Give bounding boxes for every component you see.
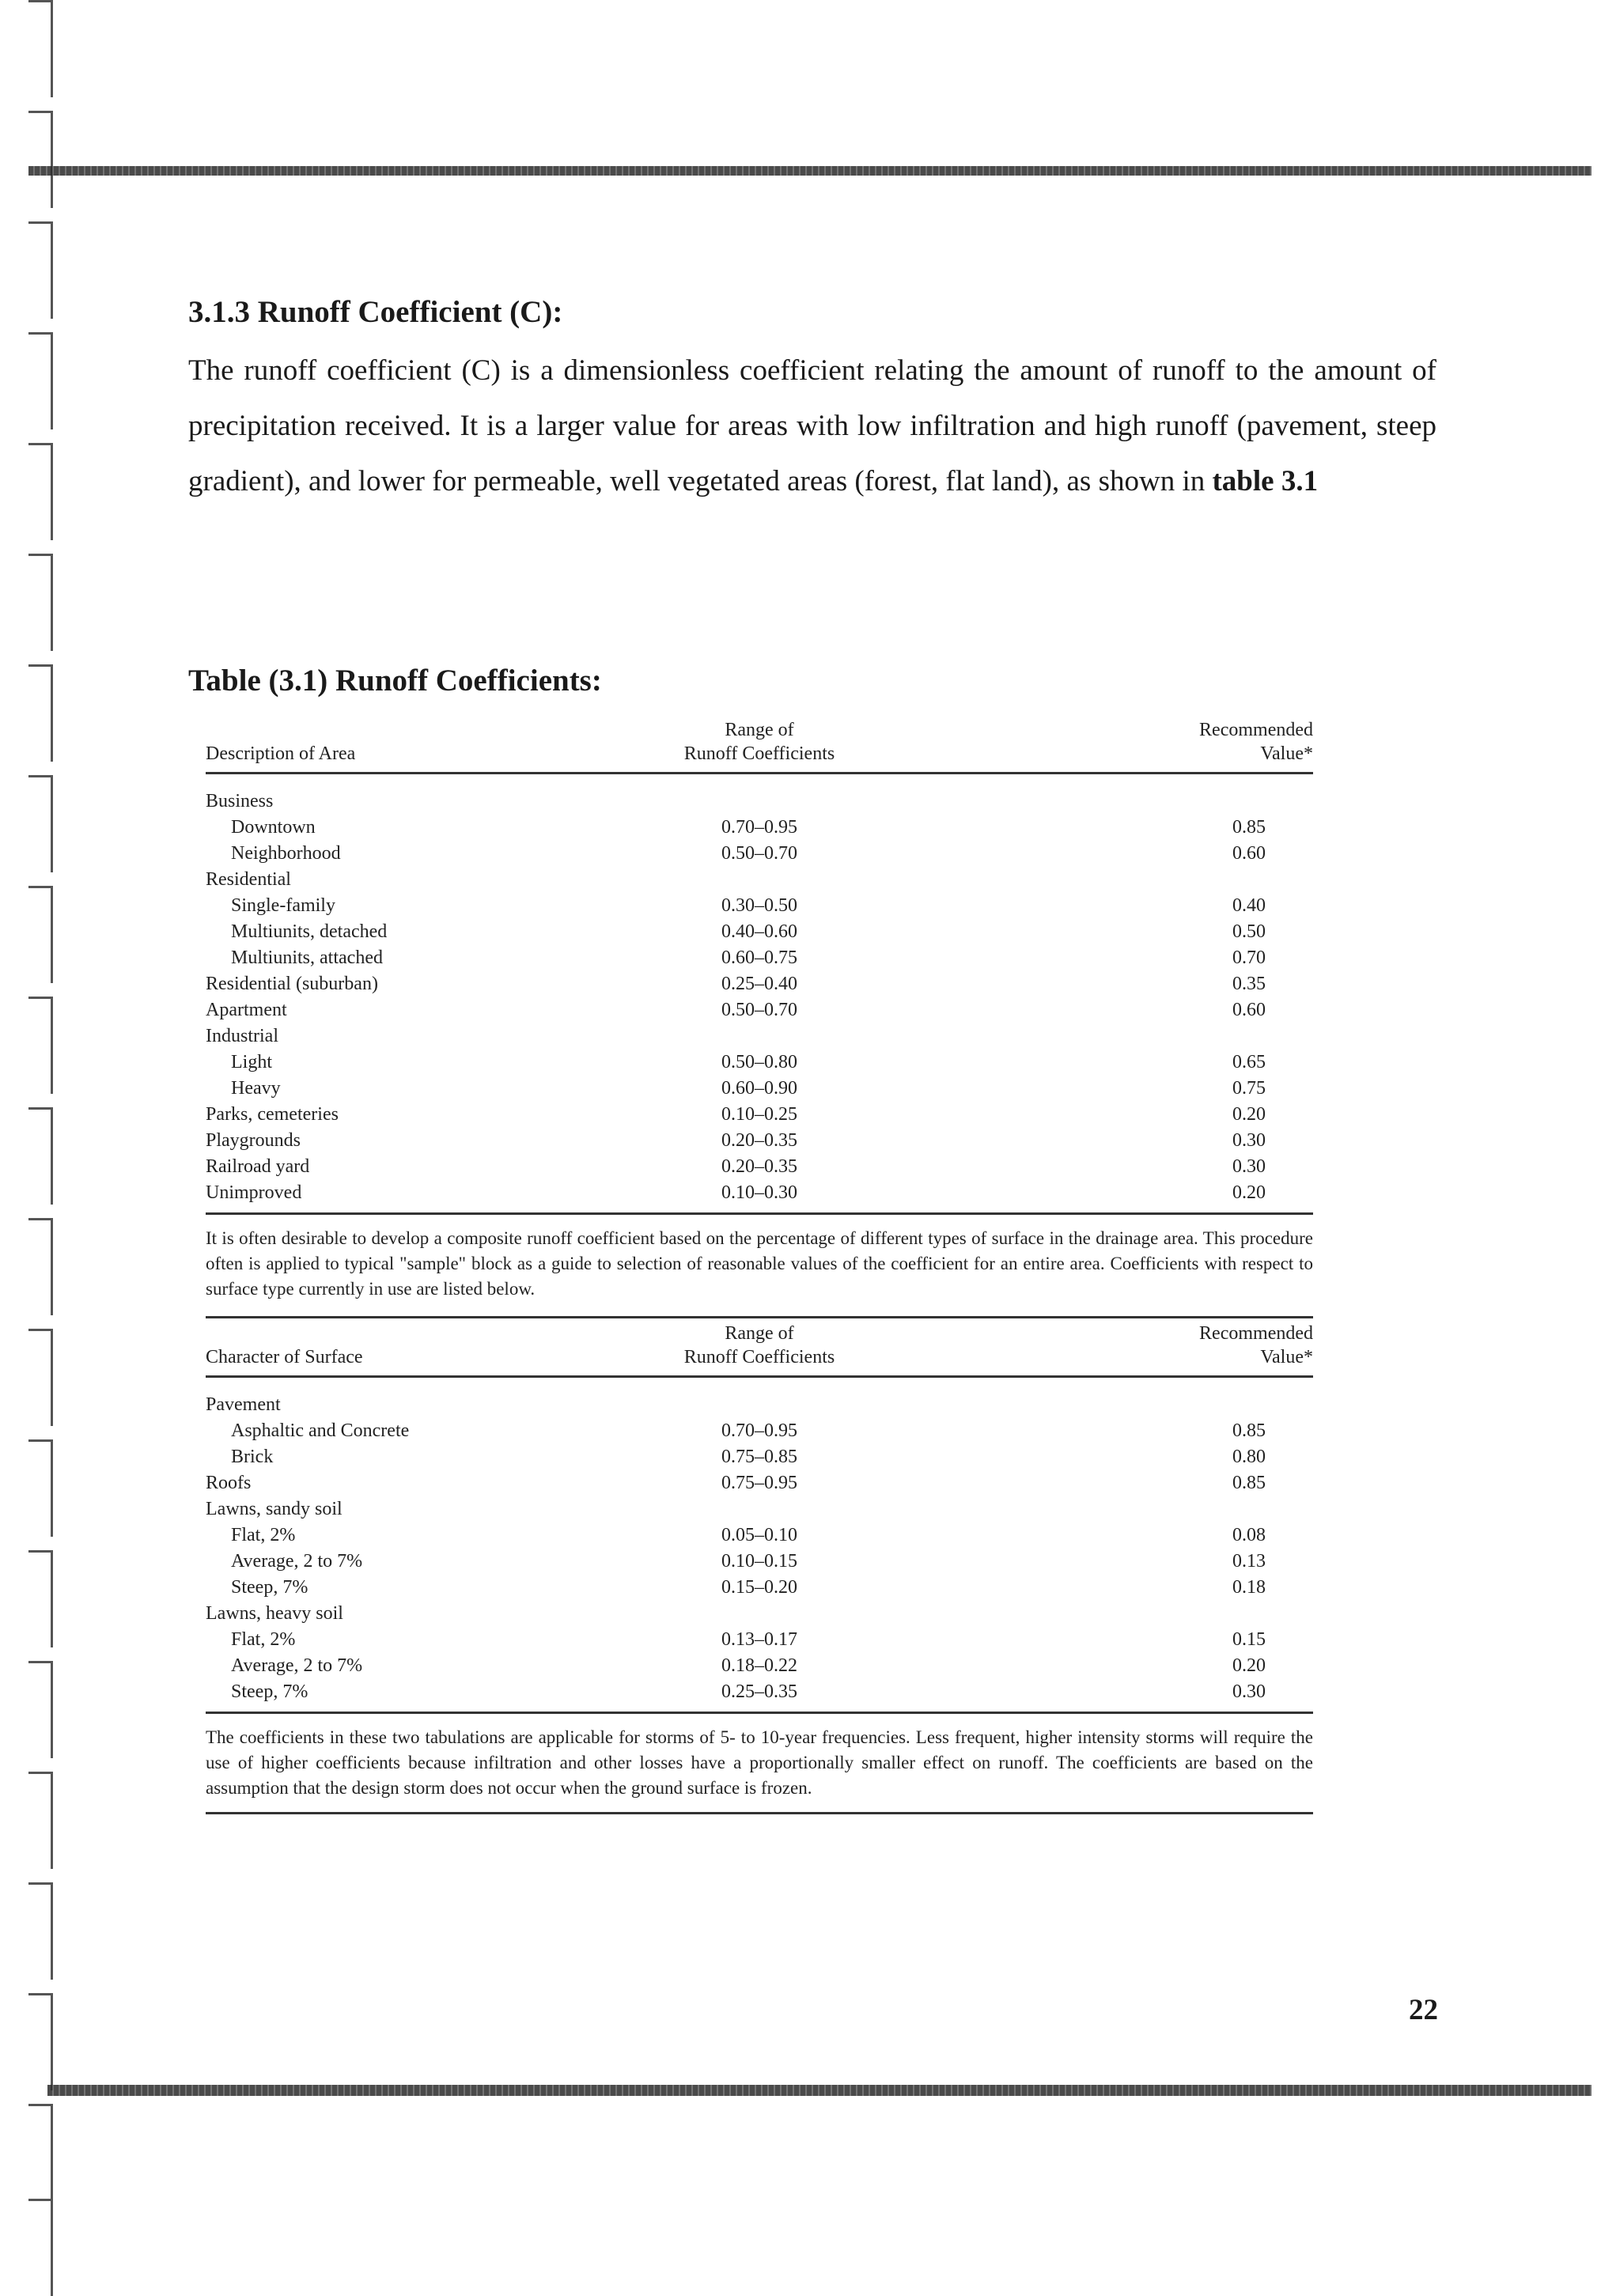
table-row [206, 1601, 1313, 1627]
row-description: Multiunits, detached [231, 921, 388, 942]
header-description: Character of Surface [206, 1347, 363, 1367]
row-recommended-value: 0.65 [1232, 1052, 1266, 1072]
row-description: Average, 2 to 7% [231, 1551, 363, 1572]
row-range: 0.50–0.70 [721, 1000, 797, 1020]
area-table-body [206, 774, 1313, 1215]
row-description: Average, 2 to 7% [231, 1655, 363, 1676]
row-description: Multiunits, attached [231, 948, 383, 968]
table-row [206, 815, 1313, 841]
header-range-line1: Range of [725, 720, 794, 740]
binding-mark [28, 886, 53, 983]
table-row [206, 1050, 1313, 1076]
table-row [206, 1653, 1313, 1679]
row-description: Flat, 2% [231, 1629, 296, 1650]
row-description: Light [231, 1052, 272, 1072]
header-recommended-line2: Value* [1260, 1347, 1313, 1367]
row-range: 0.25–0.40 [721, 974, 797, 994]
row-range: 0.75–0.85 [721, 1447, 797, 1467]
table-row [206, 893, 1313, 919]
header-recommended-line2: Value* [1260, 743, 1313, 764]
binding-mark [28, 2199, 53, 2296]
row-range: 0.60–0.75 [721, 948, 797, 968]
row-description: Flat, 2% [231, 1525, 296, 1545]
row-range: 0.60–0.90 [721, 1078, 797, 1099]
row-description: Unimproved [206, 1182, 302, 1203]
row-range: 0.75–0.95 [721, 1473, 797, 1493]
binding-mark [28, 997, 53, 1094]
header-range-line2: Runoff Coefficients [683, 1347, 835, 1367]
section-heading: 3.1.3 Runoff Coefficient (C): [188, 295, 563, 329]
row-range: 0.40–0.60 [721, 921, 797, 942]
top-rule [28, 166, 1592, 176]
row-range: 0.10–0.15 [721, 1551, 797, 1572]
table-row [206, 997, 1313, 1023]
header-description: Description of Area [206, 743, 356, 764]
row-recommended-value: 0.85 [1232, 1420, 1266, 1441]
row-description: Apartment [206, 1000, 287, 1020]
row-recommended-value: 0.40 [1232, 895, 1266, 916]
area-table-header [206, 715, 1313, 774]
row-recommended-value: 0.60 [1232, 843, 1266, 864]
row-range: 0.10–0.25 [721, 1104, 797, 1125]
row-recommended-value: 0.30 [1232, 1681, 1266, 1702]
row-recommended-value: 0.60 [1232, 1000, 1266, 1020]
row-range: 0.10–0.30 [721, 1182, 797, 1203]
row-description: Steep, 7% [231, 1577, 308, 1598]
surface-table-body [206, 1378, 1313, 1714]
header-recommended-line1: Recommended [1199, 1323, 1313, 1344]
binding-mark [28, 1107, 53, 1205]
table-row [206, 1392, 1313, 1418]
binding-mark [28, 443, 53, 540]
row-description: Asphaltic and Concrete [231, 1420, 410, 1441]
binding-marks [0, 0, 63, 2290]
header-recommended [1123, 718, 1313, 766]
binding-mark [28, 221, 53, 319]
binding-mark [28, 1439, 53, 1537]
table-row [206, 1023, 1313, 1050]
row-description: Downtown [231, 817, 316, 838]
row-description: Residential [206, 869, 291, 890]
row-recommended-value: 0.50 [1232, 921, 1266, 942]
row-description: Heavy [231, 1078, 281, 1099]
binding-mark [28, 1772, 53, 1869]
table-row [206, 1627, 1313, 1653]
row-range: 0.20–0.35 [721, 1156, 797, 1177]
binding-mark [28, 332, 53, 429]
row-recommended-value: 0.85 [1232, 817, 1266, 838]
binding-mark [28, 1329, 53, 1426]
binding-mark [28, 1661, 53, 1758]
section-paragraph [188, 343, 1436, 509]
header-range-line2: Runoff Coefficients [683, 743, 835, 764]
table-row [206, 1522, 1313, 1549]
header-range [633, 1322, 886, 1369]
runoff-table [206, 715, 1313, 1814]
row-description: Single-family [231, 895, 335, 916]
binding-mark [28, 1550, 53, 1647]
row-description: Steep, 7% [231, 1681, 308, 1702]
binding-mark [28, 111, 53, 208]
binding-mark [28, 554, 53, 651]
row-recommended-value: 0.20 [1232, 1104, 1266, 1125]
table-row [206, 1154, 1313, 1180]
composite-note: It is often desirable to develop a composite runoff coefficient based on the percentage of different types of surface in the drainage area. This procedure often is applied to typical "sample" block as a guide to selection of reasonable values of the coefficient for an entire area. Coefficients with respect to surface type currently in use are listed below. [206, 1228, 1313, 1299]
row-range: 0.15–0.20 [721, 1577, 797, 1598]
binding-mark [28, 775, 53, 872]
binding-mark [28, 664, 53, 762]
table-row [206, 945, 1313, 971]
table-row [206, 1444, 1313, 1470]
binding-mark [28, 1218, 53, 1315]
row-recommended-value: 0.18 [1232, 1577, 1266, 1598]
binding-mark [28, 0, 53, 97]
row-description: Parks, cemeteries [206, 1104, 339, 1125]
table-row [206, 971, 1313, 997]
row-description: Business [206, 791, 274, 811]
header-recommended-line1: Recommended [1199, 720, 1313, 740]
table-row [206, 1496, 1313, 1522]
row-recommended-value: 0.70 [1232, 948, 1266, 968]
row-range: 0.70–0.95 [721, 1420, 797, 1441]
header-range [633, 718, 886, 766]
row-range: 0.13–0.17 [721, 1629, 797, 1650]
table-row [206, 841, 1313, 867]
row-recommended-value: 0.75 [1232, 1078, 1266, 1099]
page-number: 22 [1409, 1994, 1438, 2026]
table-reference: table 3.1 [1212, 465, 1319, 497]
table-row [206, 1549, 1313, 1575]
row-range: 0.05–0.10 [721, 1525, 797, 1545]
table-title: Table (3.1) Runoff Coefficients: [188, 664, 602, 698]
table-row [206, 789, 1313, 815]
table-row [206, 919, 1313, 945]
table-row [206, 1470, 1313, 1496]
row-recommended-value: 0.20 [1232, 1655, 1266, 1676]
row-recommended-value: 0.30 [1232, 1130, 1266, 1151]
row-range: 0.70–0.95 [721, 817, 797, 838]
row-range: 0.18–0.22 [721, 1655, 797, 1676]
row-recommended-value: 0.08 [1232, 1525, 1266, 1545]
binding-mark [28, 1993, 53, 2090]
row-recommended-value: 0.15 [1232, 1629, 1266, 1650]
binding-mark [28, 2104, 53, 2201]
header-range-line1: Range of [725, 1323, 794, 1344]
table-row [206, 1575, 1313, 1601]
row-range: 0.50–0.70 [721, 843, 797, 864]
row-recommended-value: 0.20 [1232, 1182, 1266, 1203]
row-description: Lawns, sandy soil [206, 1499, 343, 1519]
bottom-rule [47, 2085, 1592, 2096]
row-recommended-value: 0.85 [1232, 1473, 1266, 1493]
row-range: 0.20–0.35 [721, 1130, 797, 1151]
row-description: Residential (suburban) [206, 974, 378, 994]
table-row [206, 1418, 1313, 1444]
row-recommended-value: 0.13 [1232, 1551, 1266, 1572]
table-row [206, 867, 1313, 893]
binding-mark [28, 1882, 53, 1980]
table-row [206, 1128, 1313, 1154]
row-range: 0.30–0.50 [721, 895, 797, 916]
table-footnote: The coefficients in these two tabulations are applicable for storms of 5- to 10-year frequencies. Less frequent, higher intensity storms will require the use of higher coefficients because infiltration and other losses have a proportionally smaller effect on runoff. The coefficients are based on the assumption that the design storm does not occur when the ground surface is frozen. [206, 1725, 1313, 1814]
row-description: Industrial [206, 1026, 278, 1046]
row-description: Lawns, heavy soil [206, 1603, 343, 1624]
row-recommended-value: 0.80 [1232, 1447, 1266, 1467]
table-row [206, 1180, 1313, 1206]
row-recommended-value: 0.35 [1232, 974, 1266, 994]
row-description: Neighborhood [231, 843, 341, 864]
row-range: 0.25–0.35 [721, 1681, 797, 1702]
table-row [206, 1102, 1313, 1128]
row-recommended-value: 0.30 [1232, 1156, 1266, 1177]
row-description: Playgrounds [206, 1130, 301, 1151]
header-recommended [1123, 1322, 1313, 1369]
row-description: Railroad yard [206, 1156, 310, 1177]
surface-table-header [206, 1316, 1313, 1378]
row-range: 0.50–0.80 [721, 1052, 797, 1072]
row-description: Roofs [206, 1473, 252, 1493]
row-description: Brick [231, 1447, 274, 1467]
table-row [206, 1076, 1313, 1102]
row-description: Pavement [206, 1394, 281, 1415]
paragraph-text: The runoff coefficient (C) is a dimensionless coefficient relating the amount of runoff to the amount of precipitation received. It is a larger value for areas with low infiltration and high runoff (pavement, steep gradient), and lower for permeable, well vegetated areas (forest, flat land), as shown in [188, 354, 1436, 497]
table-row [206, 1679, 1313, 1705]
